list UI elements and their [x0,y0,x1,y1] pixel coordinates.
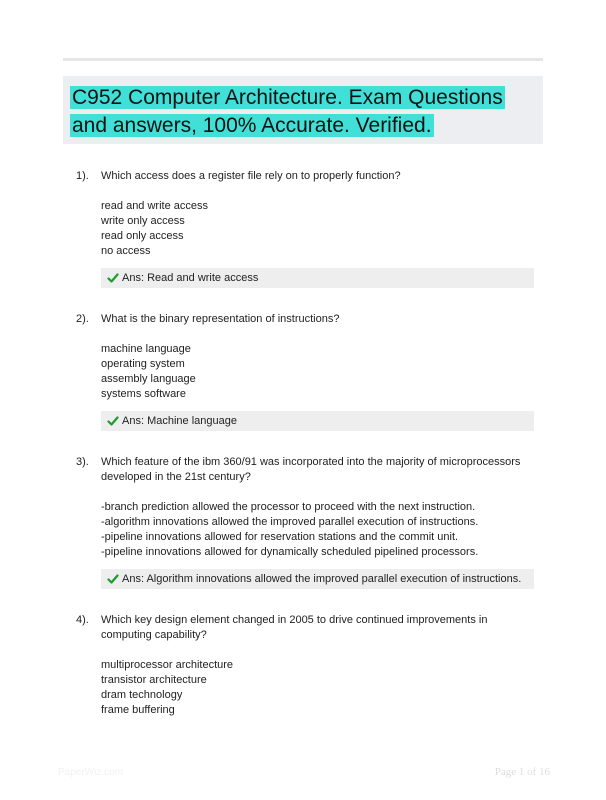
option: machine language [101,343,191,355]
check-icon [107,272,119,284]
page-title: C952 Computer Architecture. Exam Questions and answers, 100% Accurate. Verified. [72,86,503,137]
question-text: What is the binary representation of instructions? [101,313,340,325]
question-number: 2). [76,313,89,325]
option: -algorithm innovations allowed the improved parallel execution of instructions. [101,516,479,528]
question-number: 3). [76,456,89,468]
answer-text: Ans: Read and write access [122,271,259,284]
option: operating system [101,358,185,370]
options-list [101,658,541,718]
question-text: Which key design element changed in 2005 to drive continued improvements in computing capability? [101,614,488,641]
option: read and write access [101,200,208,212]
option: multiprocessor architecture [101,659,234,671]
answer-text: Ans: Algorithm innovations allowed the improved parallel execution of instructions. [122,572,522,585]
answer-text: Ans: Machine language [122,414,237,427]
option: write only access [101,215,185,227]
question-text: Which feature of the ibm 360/91 was incorporated into the majority of microprocessors developed in the 21st century? [101,456,521,483]
option: read only access [101,230,184,242]
question-text: Which access does a register file rely on to properly function? [101,170,401,182]
options-list [101,500,541,560]
answer-box [101,569,534,589]
page-number: Page 1 of 16 [494,766,550,778]
option: frame buffering [101,704,175,716]
option: assembly language [101,373,196,385]
question-number: 4). [76,614,89,626]
option: -pipeline innovations allowed for reservation stations and the commit unit. [101,531,459,543]
option: -pipeline innovations allowed for dynamically scheduled pipelined processors. [101,546,479,558]
check-icon [107,415,119,427]
option: no access [101,245,151,257]
option: dram technology [101,689,183,701]
answer-box [101,268,534,288]
footer-watermark: PaperWiz.com [58,767,124,778]
option: -branch prediction allowed the processor to proceed with the next instruction. [101,501,476,513]
option: transistor architecture [101,674,207,686]
options-list [101,199,541,259]
option: systems software [101,388,186,400]
top-divider [63,58,543,61]
answer-box [101,411,534,431]
check-icon [107,573,119,585]
options-list [101,342,541,402]
question-number: 1). [76,170,89,182]
